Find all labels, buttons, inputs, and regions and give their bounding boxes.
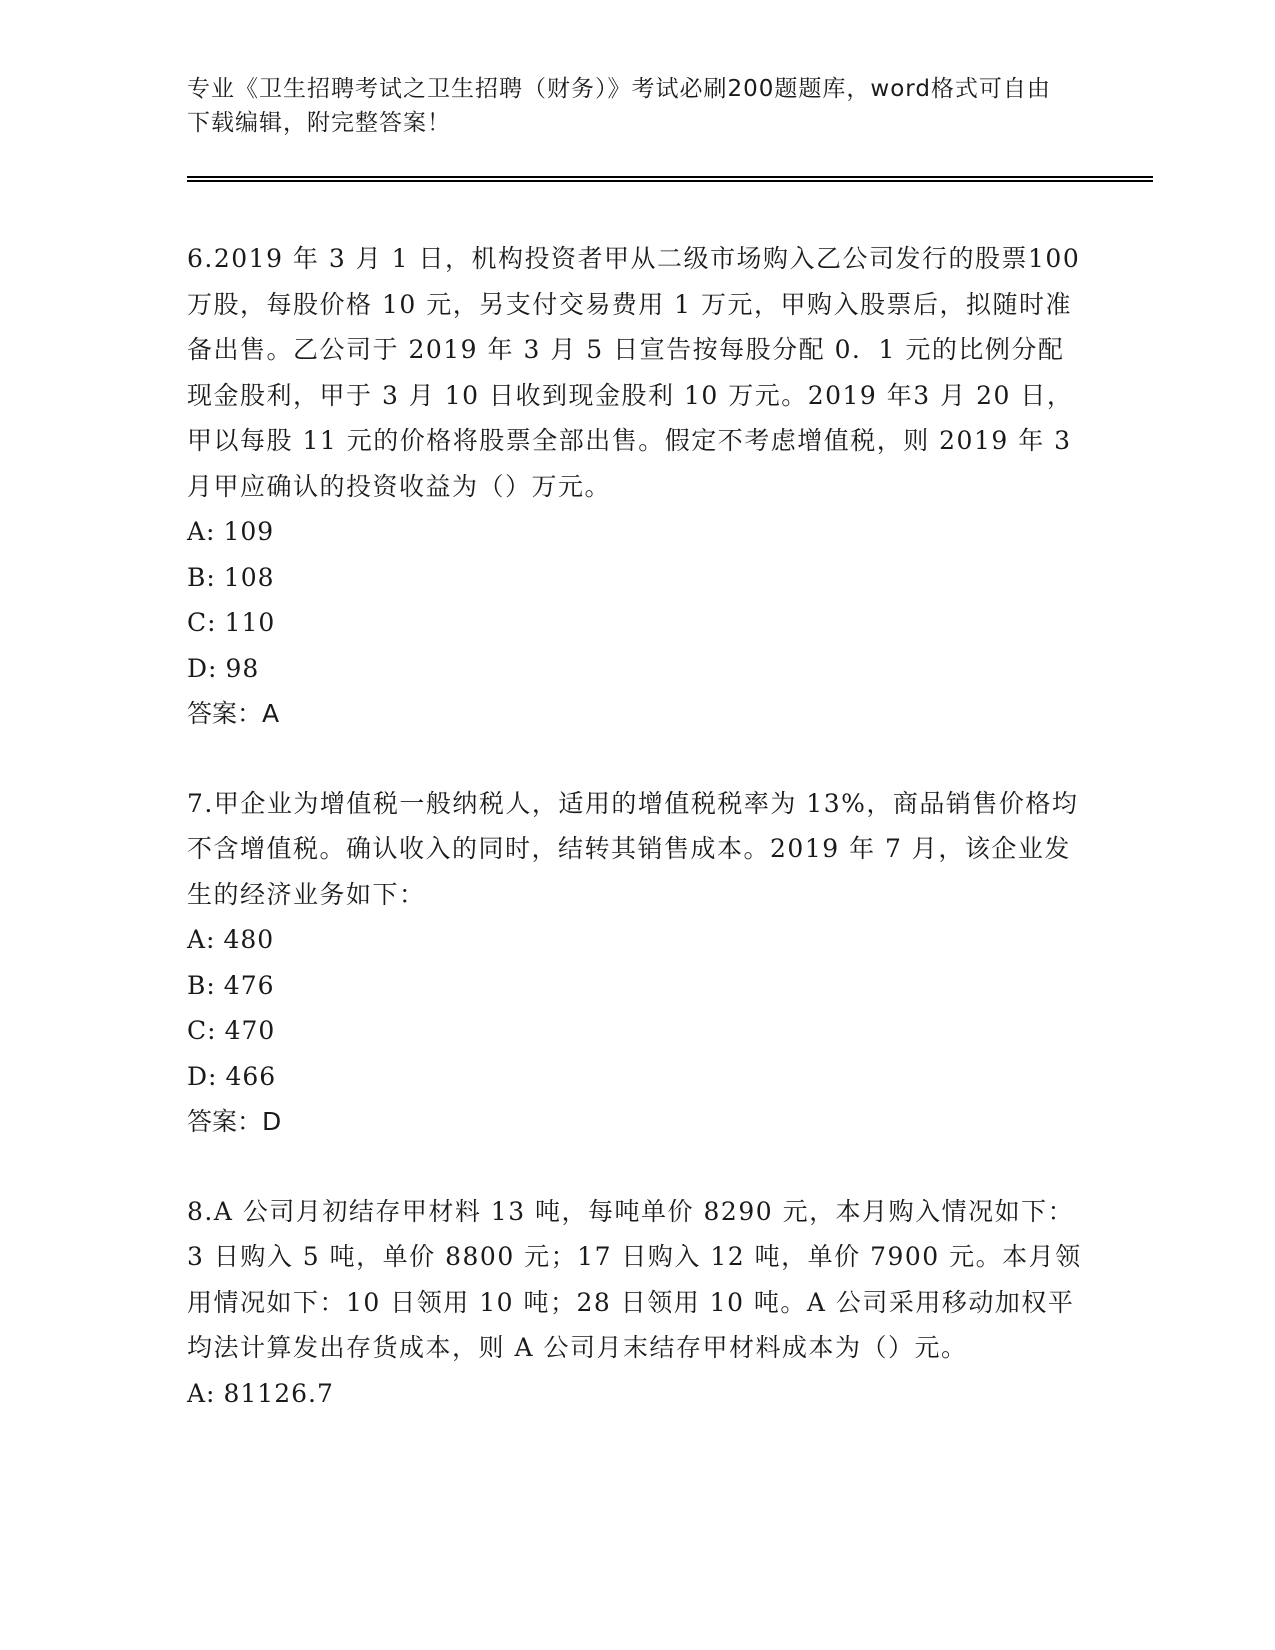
question-7 (187, 781, 1087, 1145)
option-a (187, 1371, 1087, 1417)
option-value: 109 (223, 517, 275, 546)
option-value: 110 (224, 608, 276, 637)
question-8 (187, 1189, 1087, 1417)
question-6 (187, 236, 1087, 737)
header-text: 专业《卫生招聘考试之卫生招聘（财务）》考试必刷200题题库，word格式可自由下载编辑，附完整答案！ (187, 76, 1051, 136)
option-letter: A: (187, 925, 216, 954)
header-double-rule (187, 176, 1153, 182)
answer-line: 答案：A (187, 699, 280, 728)
option-c (187, 600, 1087, 646)
option-letter: D: (187, 1061, 218, 1091)
option-d (187, 1054, 1087, 1100)
option-a (187, 509, 1087, 555)
option-value: 480 (223, 925, 275, 954)
option-value: 476 (223, 970, 275, 1000)
option-a (187, 917, 1087, 963)
document-header (187, 72, 1067, 140)
option-c (187, 1008, 1087, 1054)
option-value: 108 (223, 562, 275, 592)
question-stem: 8.A 公司月初结存甲材料 13 吨，每吨单价 8290 元，本月购入情况如下：3 日购入 5 吨，单价 8800 元；17 日购入 12 吨，单价 7900 元。本月领用情况如下：10 日领用 10 吨；28 日领用 10 吨。A 公司采用移动加权平均法计算发出存货成本，则 A 公司月末结存甲材料成本为（）元。 (187, 1196, 1082, 1362)
answer-line: 答案：D (187, 1107, 282, 1136)
option-letter: B: (187, 970, 216, 1000)
question-list (187, 236, 1087, 1460)
option-value: 98 (225, 653, 260, 683)
option-value: 466 (225, 1061, 277, 1091)
option-d (187, 646, 1087, 692)
question-stem: 6.2019 年 3 月 1 日，机构投资者甲从二级市场购入乙公司发行的股票100 万股，每股价格 10 元，另支付交易费用 1 万元，甲购入股票后，拟随时准备出售。乙公司于 2019 年 3 月 5 日宣告按每股分配 0．1 元的比例分配现金股利，甲于 3 月 10 日收到现金股利 10 万元。2019 年3 月 20 日，甲以每股 11 元的价格将股票全部出售。假定不考虑增值税，则 2019 年 3 月甲应确认的投资收益为（）万元。 (187, 244, 1081, 501)
option-letter: A: (187, 1378, 216, 1408)
option-value: 81126.7 (223, 1378, 334, 1408)
option-letter: B: (187, 562, 216, 592)
option-letter: C: (187, 608, 217, 637)
option-letter: D: (187, 653, 218, 683)
option-value: 470 (224, 1016, 276, 1045)
question-stem: 7.甲企业为增值税一般纳税人，适用的增值税税率为 13%，商品销售价格均不含增值税。确认收入的同时，结转其销售成本。2019 年 7 月，该企业发生的经济业务如下： (187, 788, 1079, 909)
option-letter: A: (187, 517, 216, 546)
option-b (187, 555, 1087, 601)
option-letter: C: (187, 1016, 217, 1045)
option-b (187, 963, 1087, 1009)
